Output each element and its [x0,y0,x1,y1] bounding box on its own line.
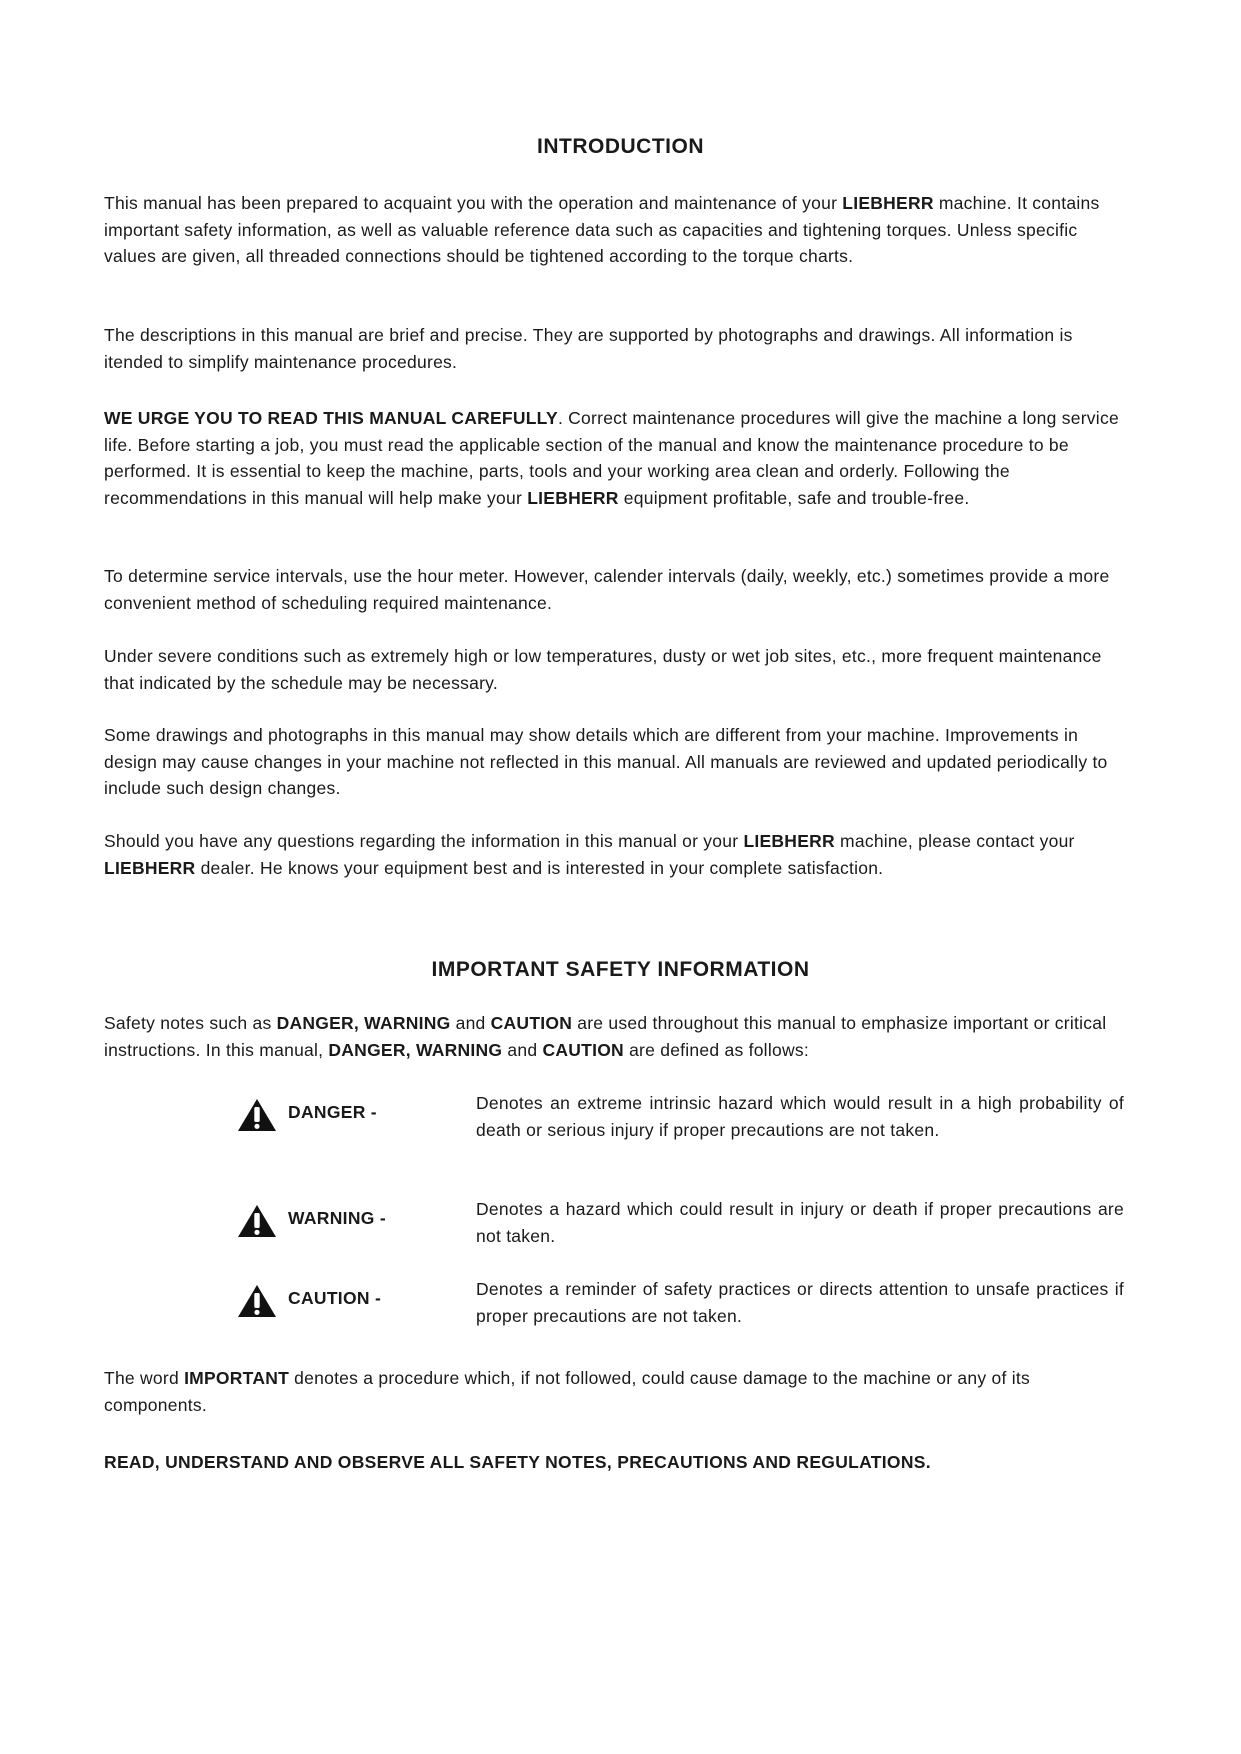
closing-statement: READ, UNDERSTAND AND OBSERVE ALL SAFETY NOTES, PRECAUTIONS AND REGULATIONS. [104,1452,931,1472]
bold-term: CAUTION [490,1013,573,1033]
intro-paragraph-2: The descriptions in this manual are brief and precise. They are supported by photographs and drawings. All information is itended to simplify maintenance procedures. [104,325,1073,372]
important-note-paragraph: The word IMPORTANT denotes a procedure which, if not followed, could cause damage to the machine or any of its components. [104,1368,1030,1415]
bold-term: LIEBHERR [842,193,934,213]
warning-triangle-icon [237,1204,277,1238]
caution-definition [0,1276,1241,1346]
warning-label: WARNING - [288,1208,386,1228]
warning-triangle-icon [237,1098,277,1132]
intro-paragraph-1: This manual has been prepared to acquaint you with the operation and maintenance of your LIEBHERR machine. It contains important safety information, as well as valuable reference data such as capacities and tightening torques. Unless specific values are given, all threaded connections should be tightened according to the torque charts. [104,193,1100,266]
warning-triangle-icon [237,1284,277,1318]
intro-paragraph-4: To determine service intervals, use the hour meter. However, calender intervals (daily, weekly, etc.) sometimes provide a more convenient method of scheduling required maintenance. [104,566,1110,613]
intro-paragraph-6: Some drawings and photographs in this manual may show details which are different from your machine. Improvements in design may cause changes in your machine not reflected in this manual. All manuals are reviewed and updated periodically to include such design changes. [104,725,1108,798]
intro-paragraph-5: Under severe conditions such as extremely high or low temperatures, dusty or wet job sites, etc., more frequent maintenance that indicated by the schedule may be necessary. [104,646,1102,693]
bold-term: LIEBHERR [104,857,196,878]
warning-definition [0,1196,1241,1266]
danger-definition [0,1090,1241,1160]
intro-paragraph-3: WE URGE YOU TO READ THIS MANUAL CAREFULLY. Correct maintenance procedures will give the machine a long service life. Before starting a job, you must read the applicable section of the manual and know the maintenance procedure to be performed. It is essential to keep the machine, parts, tools and your working area clean and orderly. Following the recommendations in this manual will help make your LIEBHERR equipment profitable, safe and trouble-free. [104,408,1119,508]
caution-label: CAUTION - [288,1288,382,1308]
bold-term: CAUTION [542,1039,624,1060]
warning-description: Denotes a hazard which could result in injury or death if proper precautions are not taken. [476,1199,1124,1246]
bold-term: DANGER, WARNING [276,1013,451,1033]
bold-term: LIEBHERR [743,831,835,851]
danger-description: Denotes an extreme intrinsic hazard which would result in a high probability of death or serious injury if proper precautions are not taken. [476,1093,1124,1140]
bold-term: LIEBHERR [527,487,619,508]
bold-term: IMPORTANT [184,1368,290,1388]
intro-paragraph-7: Should you have any questions regarding the information in this manual or your LIEBHERR machine, please contact your LIEBHERR dealer. He knows your equipment best and is interested in your complete satisfaction. [104,831,1075,878]
caution-description: Denotes a reminder of safety practices or directs attention to unsafe practices if proper precautions are not taken. [476,1279,1124,1326]
introduction-heading: INTRODUCTION [537,135,704,158]
safety-paragraph-1: Safety notes such as DANGER, WARNING and CAUTION are used throughout this manual to emphasize important or critical instructions. In this manual, DANGER, WARNING and CAUTION are defined as follows: [104,1013,1107,1060]
bold-term: WE URGE YOU TO READ THIS MANUAL CAREFULLY [104,408,558,428]
bold-term: DANGER, WARNING [328,1039,503,1060]
danger-label: DANGER - [288,1102,377,1122]
safety-heading: IMPORTANT SAFETY INFORMATION [431,958,810,981]
